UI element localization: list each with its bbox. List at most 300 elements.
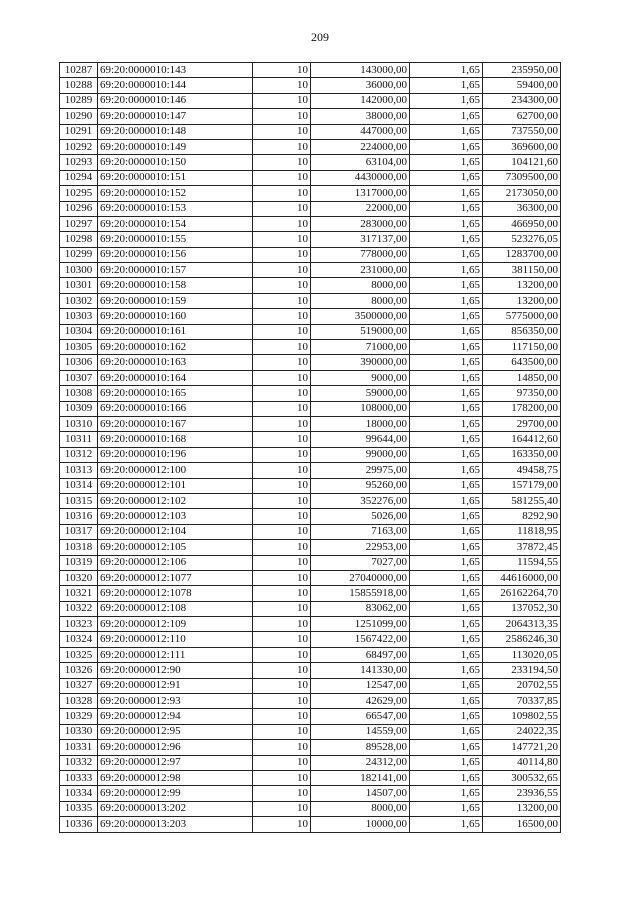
zone-cell: 10 — [253, 770, 311, 785]
zone-cell: 10 — [253, 386, 311, 401]
table-row — [60, 201, 561, 216]
value-cell: 20702,55 — [483, 678, 561, 693]
coefficient-cell: 1,65 — [410, 755, 483, 770]
cadastral-number-cell: 69:20:0000010:166 — [98, 401, 253, 416]
row-number-cell: 10314 — [60, 478, 98, 493]
row-number-cell: 10328 — [60, 694, 98, 709]
table-row — [60, 463, 561, 478]
table-row — [60, 740, 561, 755]
cadastral-number-cell: 69:20:0000010:159 — [98, 293, 253, 308]
value-cell: 24022,35 — [483, 724, 561, 739]
cadastral-number-cell: 69:20:0000010:196 — [98, 447, 253, 462]
row-number-cell: 10331 — [60, 740, 98, 755]
value-cell: 234300,00 — [483, 93, 561, 108]
coefficient-cell: 1,65 — [410, 278, 483, 293]
value-cell: 2064313,35 — [483, 617, 561, 632]
coefficient-cell: 1,65 — [410, 170, 483, 185]
value-cell: 2586246,30 — [483, 632, 561, 647]
area-cell: 68497,00 — [311, 647, 410, 662]
cadastral-number-cell: 69:20:0000010:168 — [98, 432, 253, 447]
coefficient-cell: 1,65 — [410, 493, 483, 508]
value-cell: 856350,00 — [483, 324, 561, 339]
table-row — [60, 370, 561, 385]
coefficient-cell: 1,65 — [410, 770, 483, 785]
coefficient-cell: 1,65 — [410, 355, 483, 370]
table-row — [60, 340, 561, 355]
cadastral-number-cell: 69:20:0000013:202 — [98, 801, 253, 816]
area-cell: 22953,00 — [311, 540, 410, 555]
zone-cell: 10 — [253, 432, 311, 447]
table-row — [60, 293, 561, 308]
row-number-cell: 10320 — [60, 570, 98, 585]
area-cell: 3500000,00 — [311, 309, 410, 324]
area-cell: 18000,00 — [311, 416, 410, 431]
zone-cell: 10 — [253, 555, 311, 570]
coefficient-cell: 1,65 — [410, 617, 483, 632]
table-row — [60, 755, 561, 770]
row-number-cell: 10311 — [60, 432, 98, 447]
zone-cell: 10 — [253, 478, 311, 493]
area-cell: 27040000,00 — [311, 570, 410, 585]
value-cell: 97350,00 — [483, 386, 561, 401]
row-number-cell: 10313 — [60, 463, 98, 478]
area-cell: 8000,00 — [311, 293, 410, 308]
row-number-cell: 10299 — [60, 247, 98, 262]
row-number-cell: 10302 — [60, 293, 98, 308]
value-cell: 581255,40 — [483, 493, 561, 508]
area-cell: 14559,00 — [311, 724, 410, 739]
area-cell: 519000,00 — [311, 324, 410, 339]
cadastral-number-cell: 69:20:0000010:151 — [98, 170, 253, 185]
value-cell: 23936,55 — [483, 786, 561, 801]
row-number-cell: 10322 — [60, 601, 98, 616]
zone-cell: 10 — [253, 509, 311, 524]
table-row — [60, 401, 561, 416]
cadastral-number-cell: 69:20:0000010:167 — [98, 416, 253, 431]
area-cell: 317137,00 — [311, 232, 410, 247]
value-cell: 29700,00 — [483, 416, 561, 431]
table-row — [60, 386, 561, 401]
value-cell: 37872,45 — [483, 540, 561, 555]
table-row — [60, 601, 561, 616]
row-number-cell: 10330 — [60, 724, 98, 739]
row-number-cell: 10316 — [60, 509, 98, 524]
cadastral-number-cell: 69:20:0000012:95 — [98, 724, 253, 739]
row-number-cell: 10303 — [60, 309, 98, 324]
zone-cell: 10 — [253, 78, 311, 93]
cadastral-number-cell: 69:20:0000012:108 — [98, 601, 253, 616]
area-cell: 141330,00 — [311, 663, 410, 678]
area-cell: 8000,00 — [311, 801, 410, 816]
area-cell: 182141,00 — [311, 770, 410, 785]
coefficient-cell: 1,65 — [410, 139, 483, 154]
table-row — [60, 817, 561, 832]
row-number-cell: 10323 — [60, 617, 98, 632]
coefficient-cell: 1,65 — [410, 601, 483, 616]
row-number-cell: 10296 — [60, 201, 98, 216]
zone-cell: 10 — [253, 540, 311, 555]
coefficient-cell: 1,65 — [410, 509, 483, 524]
coefficient-cell: 1,65 — [410, 340, 483, 355]
value-cell: 104121,60 — [483, 155, 561, 170]
coefficient-cell: 1,65 — [410, 63, 483, 78]
cadastral-number-cell: 69:20:0000012:101 — [98, 478, 253, 493]
value-cell: 11594,55 — [483, 555, 561, 570]
row-number-cell: 10307 — [60, 370, 98, 385]
area-cell: 99644,00 — [311, 432, 410, 447]
cadastral-number-cell: 69:20:0000010:158 — [98, 278, 253, 293]
row-number-cell: 10312 — [60, 447, 98, 462]
cadastral-number-cell: 69:20:0000010:162 — [98, 340, 253, 355]
coefficient-cell: 1,65 — [410, 632, 483, 647]
zone-cell: 10 — [253, 447, 311, 462]
value-cell: 44616000,00 — [483, 570, 561, 585]
zone-cell: 10 — [253, 155, 311, 170]
row-number-cell: 10327 — [60, 678, 98, 693]
row-number-cell: 10332 — [60, 755, 98, 770]
area-cell: 83062,00 — [311, 601, 410, 616]
zone-cell: 10 — [253, 694, 311, 709]
cadastral-number-cell: 69:20:0000012:99 — [98, 786, 253, 801]
coefficient-cell: 1,65 — [410, 109, 483, 124]
coefficient-cell: 1,65 — [410, 817, 483, 832]
area-cell: 63104,00 — [311, 155, 410, 170]
area-cell: 71000,00 — [311, 340, 410, 355]
zone-cell: 10 — [253, 663, 311, 678]
cadastral-number-cell: 69:20:0000010:153 — [98, 201, 253, 216]
value-cell: 62700,00 — [483, 109, 561, 124]
row-number-cell: 10304 — [60, 324, 98, 339]
cadastral-number-cell: 69:20:0000012:104 — [98, 524, 253, 539]
value-cell: 381150,00 — [483, 263, 561, 278]
coefficient-cell: 1,65 — [410, 247, 483, 262]
value-cell: 113020,05 — [483, 647, 561, 662]
table-row — [60, 186, 561, 201]
row-number-cell: 10306 — [60, 355, 98, 370]
row-number-cell: 10335 — [60, 801, 98, 816]
coefficient-cell: 1,65 — [410, 155, 483, 170]
row-number-cell: 10324 — [60, 632, 98, 647]
row-number-cell: 10292 — [60, 139, 98, 154]
zone-cell: 10 — [253, 170, 311, 185]
cadastral-number-cell: 69:20:0000012:97 — [98, 755, 253, 770]
row-number-cell: 10295 — [60, 186, 98, 201]
row-number-cell: 10297 — [60, 216, 98, 231]
value-cell: 737550,00 — [483, 124, 561, 139]
table-row — [60, 509, 561, 524]
area-cell: 1567422,00 — [311, 632, 410, 647]
value-cell: 643500,00 — [483, 355, 561, 370]
table-row — [60, 124, 561, 139]
area-cell: 231000,00 — [311, 263, 410, 278]
cadastral-number-cell: 69:20:0000012:1077 — [98, 570, 253, 585]
value-cell: 369600,00 — [483, 139, 561, 154]
data-table — [59, 62, 561, 833]
table-row — [60, 232, 561, 247]
coefficient-cell: 1,65 — [410, 232, 483, 247]
row-number-cell: 10298 — [60, 232, 98, 247]
coefficient-cell: 1,65 — [410, 78, 483, 93]
table-row — [60, 770, 561, 785]
area-cell: 447000,00 — [311, 124, 410, 139]
coefficient-cell: 1,65 — [410, 663, 483, 678]
value-cell: 26162264,70 — [483, 586, 561, 601]
table-row — [60, 663, 561, 678]
cadastral-number-cell: 69:20:0000012:111 — [98, 647, 253, 662]
coefficient-cell: 1,65 — [410, 724, 483, 739]
coefficient-cell: 1,65 — [410, 463, 483, 478]
table-body — [60, 63, 561, 833]
row-number-cell: 10315 — [60, 493, 98, 508]
coefficient-cell: 1,65 — [410, 432, 483, 447]
row-number-cell: 10305 — [60, 340, 98, 355]
table-row — [60, 278, 561, 293]
zone-cell: 10 — [253, 786, 311, 801]
table-row — [60, 540, 561, 555]
zone-cell: 10 — [253, 647, 311, 662]
table-row — [60, 632, 561, 647]
value-cell: 117150,00 — [483, 340, 561, 355]
area-cell: 8000,00 — [311, 278, 410, 293]
zone-cell: 10 — [253, 755, 311, 770]
table-row — [60, 170, 561, 185]
zone-cell: 10 — [253, 524, 311, 539]
table-row — [60, 447, 561, 462]
area-cell: 108000,00 — [311, 401, 410, 416]
area-cell: 778000,00 — [311, 247, 410, 262]
cadastral-number-cell: 69:20:0000012:110 — [98, 632, 253, 647]
value-cell: 300532,65 — [483, 770, 561, 785]
zone-cell: 10 — [253, 247, 311, 262]
area-cell: 89528,00 — [311, 740, 410, 755]
zone-cell: 10 — [253, 678, 311, 693]
cadastral-number-cell: 69:20:0000012:96 — [98, 740, 253, 755]
value-cell: 157179,00 — [483, 478, 561, 493]
row-number-cell: 10301 — [60, 278, 98, 293]
area-cell: 99000,00 — [311, 447, 410, 462]
row-number-cell: 10336 — [60, 817, 98, 832]
table-row — [60, 493, 561, 508]
cadastral-number-cell: 69:20:0000010:152 — [98, 186, 253, 201]
cadastral-number-cell: 69:20:0000012:109 — [98, 617, 253, 632]
area-cell: 224000,00 — [311, 139, 410, 154]
area-cell: 38000,00 — [311, 109, 410, 124]
coefficient-cell: 1,65 — [410, 309, 483, 324]
table-row — [60, 801, 561, 816]
area-cell: 283000,00 — [311, 216, 410, 231]
coefficient-cell: 1,65 — [410, 801, 483, 816]
value-cell: 147721,20 — [483, 740, 561, 755]
coefficient-cell: 1,65 — [410, 709, 483, 724]
value-cell: 16500,00 — [483, 817, 561, 832]
row-number-cell: 10318 — [60, 540, 98, 555]
zone-cell: 10 — [253, 263, 311, 278]
row-number-cell: 10317 — [60, 524, 98, 539]
zone-cell: 10 — [253, 617, 311, 632]
cadastral-number-cell: 69:20:0000010:147 — [98, 109, 253, 124]
area-cell: 95260,00 — [311, 478, 410, 493]
zone-cell: 10 — [253, 340, 311, 355]
area-cell: 24312,00 — [311, 755, 410, 770]
zone-cell: 10 — [253, 278, 311, 293]
area-cell: 390000,00 — [311, 355, 410, 370]
area-cell: 7027,00 — [311, 555, 410, 570]
cadastral-number-cell: 69:20:0000010:155 — [98, 232, 253, 247]
cadastral-number-cell: 69:20:0000010:156 — [98, 247, 253, 262]
area-cell: 142000,00 — [311, 93, 410, 108]
area-cell: 59000,00 — [311, 386, 410, 401]
cadastral-number-cell: 69:20:0000010:149 — [98, 139, 253, 154]
row-number-cell: 10334 — [60, 786, 98, 801]
row-number-cell: 10308 — [60, 386, 98, 401]
coefficient-cell: 1,65 — [410, 586, 483, 601]
value-cell: 137052,30 — [483, 601, 561, 616]
cadastral-number-cell: 69:20:0000010:163 — [98, 355, 253, 370]
zone-cell: 10 — [253, 801, 311, 816]
value-cell: 163350,00 — [483, 447, 561, 462]
cadastral-number-cell: 69:20:0000012:94 — [98, 709, 253, 724]
row-number-cell: 10291 — [60, 124, 98, 139]
value-cell: 13200,00 — [483, 278, 561, 293]
coefficient-cell: 1,65 — [410, 386, 483, 401]
table-row — [60, 263, 561, 278]
table-row — [60, 786, 561, 801]
coefficient-cell: 1,65 — [410, 647, 483, 662]
cadastral-number-cell: 69:20:0000010:164 — [98, 370, 253, 385]
coefficient-cell: 1,65 — [410, 678, 483, 693]
cadastral-number-cell: 69:20:0000010:146 — [98, 93, 253, 108]
area-cell: 12547,00 — [311, 678, 410, 693]
zone-cell: 10 — [253, 370, 311, 385]
row-number-cell: 10293 — [60, 155, 98, 170]
area-cell: 15855918,00 — [311, 586, 410, 601]
zone-cell: 10 — [253, 63, 311, 78]
value-cell: 8292,90 — [483, 509, 561, 524]
value-cell: 7309500,00 — [483, 170, 561, 185]
row-number-cell: 10300 — [60, 263, 98, 278]
area-cell: 7163,00 — [311, 524, 410, 539]
row-number-cell: 10289 — [60, 93, 98, 108]
value-cell: 164412,60 — [483, 432, 561, 447]
zone-cell: 10 — [253, 201, 311, 216]
zone-cell: 10 — [253, 817, 311, 832]
value-cell: 109802,55 — [483, 709, 561, 724]
value-cell: 1283700,00 — [483, 247, 561, 262]
table-row — [60, 355, 561, 370]
coefficient-cell: 1,65 — [410, 201, 483, 216]
cadastral-number-cell: 69:20:0000012:100 — [98, 463, 253, 478]
area-cell: 14507,00 — [311, 786, 410, 801]
zone-cell: 10 — [253, 124, 311, 139]
value-cell: 13200,00 — [483, 293, 561, 308]
cadastral-number-cell: 69:20:0000012:93 — [98, 694, 253, 709]
row-number-cell: 10288 — [60, 78, 98, 93]
coefficient-cell: 1,65 — [410, 293, 483, 308]
coefficient-cell: 1,65 — [410, 93, 483, 108]
table-row — [60, 416, 561, 431]
coefficient-cell: 1,65 — [410, 186, 483, 201]
value-cell: 235950,00 — [483, 63, 561, 78]
table-row — [60, 524, 561, 539]
zone-cell: 10 — [253, 139, 311, 154]
table-row — [60, 570, 561, 585]
row-number-cell: 10326 — [60, 663, 98, 678]
value-cell: 59400,00 — [483, 78, 561, 93]
area-cell: 1251099,00 — [311, 617, 410, 632]
coefficient-cell: 1,65 — [410, 694, 483, 709]
value-cell: 466950,00 — [483, 216, 561, 231]
value-cell: 13200,00 — [483, 801, 561, 816]
area-cell: 29975,00 — [311, 463, 410, 478]
table-row — [60, 309, 561, 324]
coefficient-cell: 1,65 — [410, 216, 483, 231]
area-cell: 10000,00 — [311, 817, 410, 832]
table-row — [60, 647, 561, 662]
table-row — [60, 709, 561, 724]
cadastral-number-cell: 69:20:0000012:102 — [98, 493, 253, 508]
coefficient-cell: 1,65 — [410, 416, 483, 431]
table-row — [60, 216, 561, 231]
row-number-cell: 10321 — [60, 586, 98, 601]
table-row — [60, 617, 561, 632]
table-row — [60, 78, 561, 93]
coefficient-cell: 1,65 — [410, 370, 483, 385]
zone-cell: 10 — [253, 109, 311, 124]
zone-cell: 10 — [253, 601, 311, 616]
value-cell: 11818,95 — [483, 524, 561, 539]
cadastral-number-cell: 69:20:0000010:143 — [98, 63, 253, 78]
table-row — [60, 724, 561, 739]
table-row — [60, 478, 561, 493]
coefficient-cell: 1,65 — [410, 524, 483, 539]
table-row — [60, 155, 561, 170]
cadastral-number-cell: 69:20:0000012:105 — [98, 540, 253, 555]
value-cell: 5775000,00 — [483, 309, 561, 324]
table-row — [60, 63, 561, 78]
area-cell: 42629,00 — [311, 694, 410, 709]
zone-cell: 10 — [253, 586, 311, 601]
zone-cell: 10 — [253, 570, 311, 585]
value-cell: 14850,00 — [483, 370, 561, 385]
cadastral-number-cell: 69:20:0000012:103 — [98, 509, 253, 524]
coefficient-cell: 1,65 — [410, 555, 483, 570]
table-row — [60, 324, 561, 339]
row-number-cell: 10319 — [60, 555, 98, 570]
zone-cell: 10 — [253, 632, 311, 647]
zone-cell: 10 — [253, 740, 311, 755]
row-number-cell: 10329 — [60, 709, 98, 724]
cadastral-number-cell: 69:20:0000010:161 — [98, 324, 253, 339]
coefficient-cell: 1,65 — [410, 324, 483, 339]
table-row — [60, 109, 561, 124]
zone-cell: 10 — [253, 416, 311, 431]
row-number-cell: 10287 — [60, 63, 98, 78]
zone-cell: 10 — [253, 724, 311, 739]
zone-cell: 10 — [253, 493, 311, 508]
zone-cell: 10 — [253, 186, 311, 201]
cadastral-number-cell: 69:20:0000013:203 — [98, 817, 253, 832]
area-cell: 143000,00 — [311, 63, 410, 78]
value-cell: 40114,80 — [483, 755, 561, 770]
zone-cell: 10 — [253, 309, 311, 324]
zone-cell: 10 — [253, 355, 311, 370]
cadastral-number-cell: 69:20:0000010:160 — [98, 309, 253, 324]
cadastral-number-cell: 69:20:0000010:144 — [98, 78, 253, 93]
coefficient-cell: 1,65 — [410, 263, 483, 278]
area-cell: 36000,00 — [311, 78, 410, 93]
row-number-cell: 10325 — [60, 647, 98, 662]
value-cell: 2173050,00 — [483, 186, 561, 201]
